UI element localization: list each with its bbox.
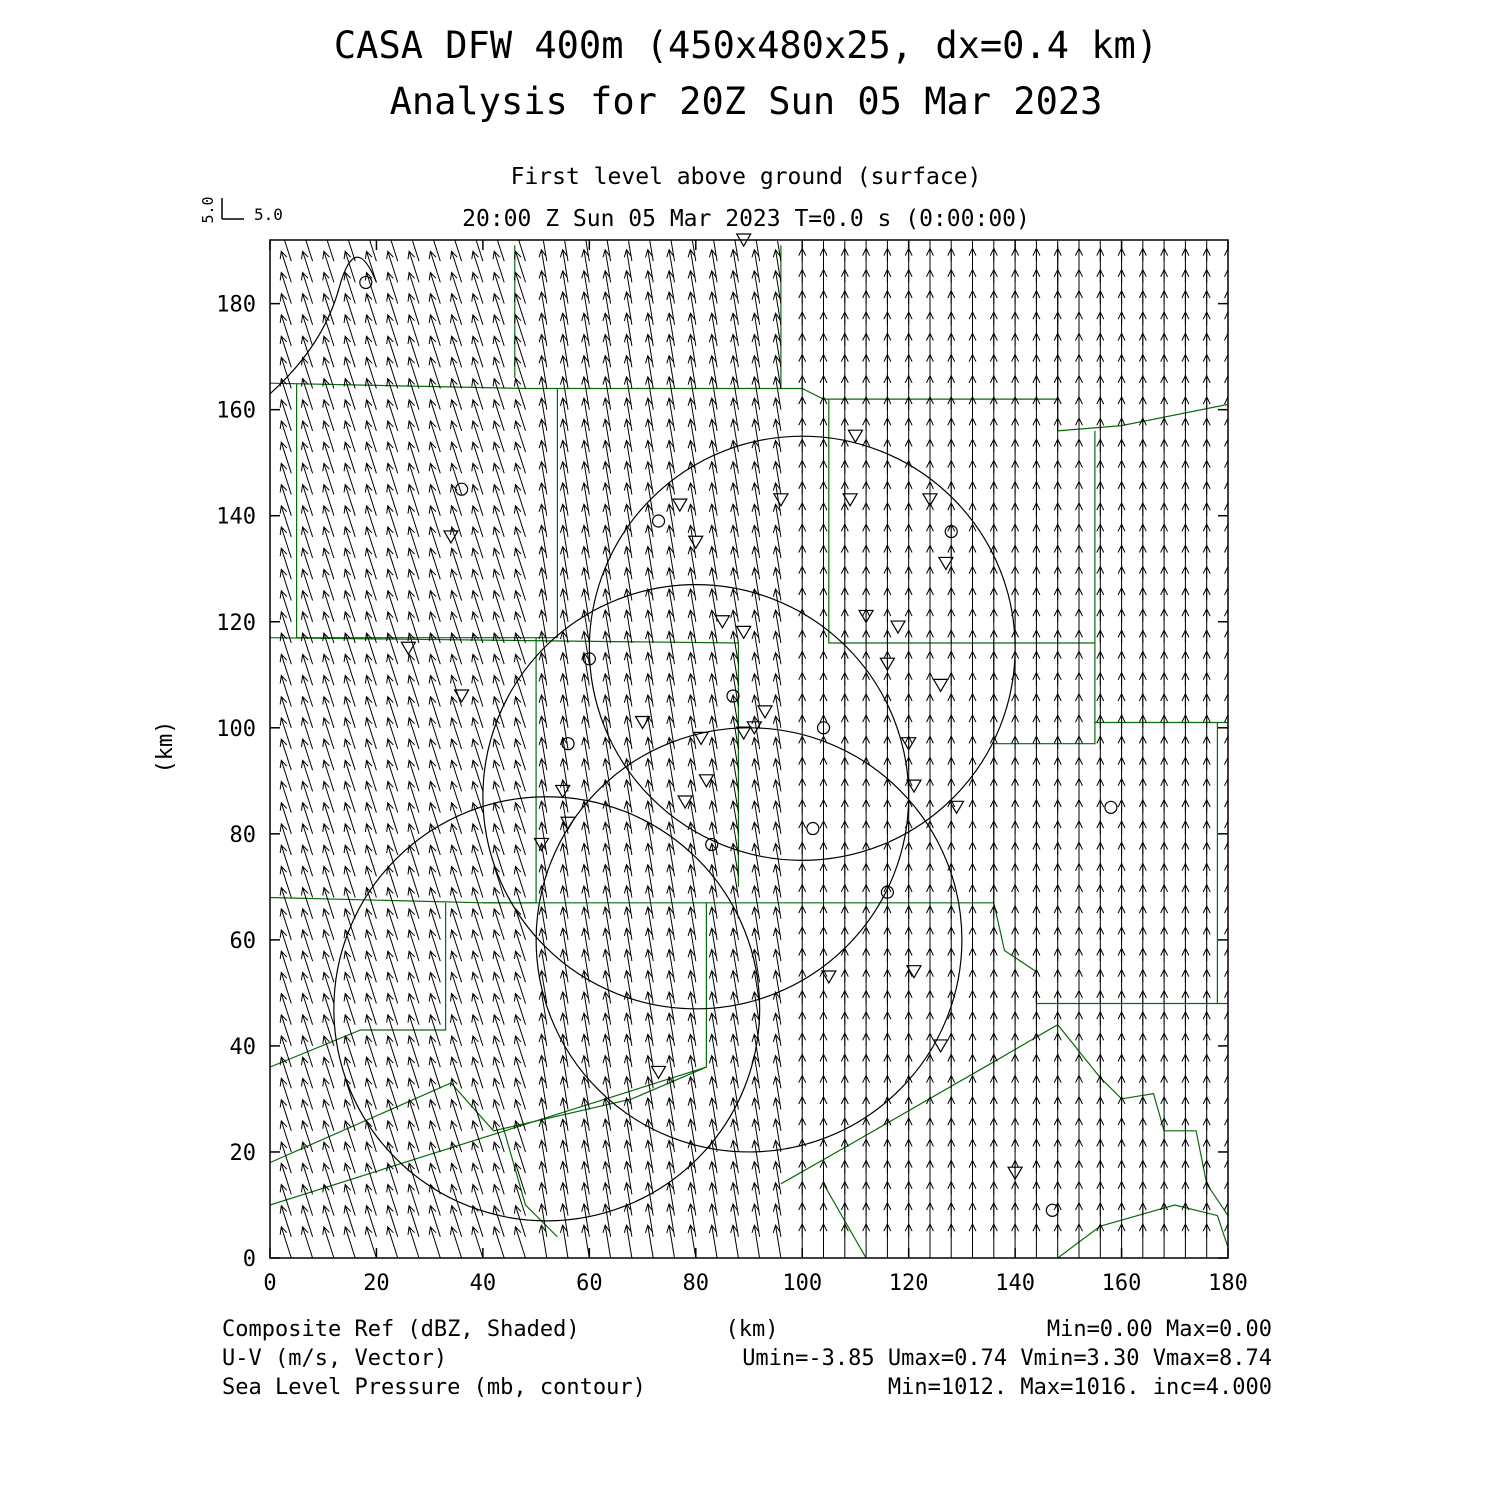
wind-vector bbox=[863, 227, 870, 261]
wind-vector bbox=[259, 273, 270, 304]
wind-vector bbox=[259, 782, 270, 813]
wind-vector bbox=[1225, 206, 1232, 240]
plot-area bbox=[259, 206, 1232, 1258]
field2-stats: Umin=-3.85 Umax=0.74 Vmin=3.30 Vmax=8.74 bbox=[742, 1346, 1272, 1371]
wind-vector bbox=[1054, 227, 1061, 261]
wind-vector bbox=[344, 209, 355, 240]
level-label: First level above ground (surface) bbox=[510, 164, 982, 190]
wind-vector bbox=[1139, 227, 1146, 261]
wind-vector bbox=[259, 591, 270, 622]
wind-vector bbox=[1076, 227, 1083, 261]
wind-vector bbox=[927, 227, 934, 261]
ref-vector-v-label: 5.0 bbox=[199, 196, 217, 224]
county-border-line bbox=[781, 1025, 1228, 1216]
wind-vector bbox=[259, 485, 270, 516]
wind-vector bbox=[603, 229, 611, 262]
wind-vector bbox=[259, 1163, 270, 1194]
wind-vector bbox=[259, 654, 270, 685]
wind-vector bbox=[387, 209, 398, 240]
wind-vector bbox=[259, 463, 270, 494]
wind-vector bbox=[1203, 206, 1210, 240]
county-border-line bbox=[829, 399, 1095, 643]
wind-vector bbox=[259, 866, 270, 897]
county-border-line bbox=[270, 903, 446, 1067]
wind-vector bbox=[884, 227, 891, 261]
wind-vector bbox=[1033, 227, 1040, 261]
wind-vector bbox=[259, 1015, 270, 1046]
wind-vector bbox=[259, 1036, 270, 1067]
wind-vector bbox=[624, 229, 632, 262]
x-tick-label: 0 bbox=[263, 1271, 277, 1296]
x-axis-label: (km) bbox=[725, 1317, 779, 1342]
county-borders bbox=[270, 245, 1228, 1258]
wind-vector bbox=[259, 336, 270, 367]
county-border-line bbox=[270, 1067, 706, 1163]
wind-vector bbox=[1076, 206, 1083, 240]
wind-vector bbox=[259, 1121, 270, 1152]
wind-vector bbox=[451, 209, 462, 240]
wind-vector bbox=[259, 994, 270, 1025]
chart-subtitle: Analysis for 20Z Sun 05 Mar 2023 bbox=[389, 80, 1103, 123]
station-triangle-marker bbox=[401, 642, 415, 654]
wind-vector bbox=[582, 229, 590, 262]
valid-time-label: 20:00 Z Sun 05 Mar 2023 T=0.0 s (0:00:00) bbox=[462, 206, 1030, 232]
station-triangle-marker bbox=[934, 679, 948, 691]
station-triangle-marker bbox=[652, 1066, 666, 1078]
station-triangle-marker bbox=[758, 706, 772, 718]
wind-vector bbox=[302, 209, 313, 240]
slp-contour bbox=[536, 728, 962, 1152]
wind-vector bbox=[259, 442, 270, 473]
wind-vector bbox=[259, 760, 270, 791]
wind-vector bbox=[259, 357, 270, 388]
wind-vector bbox=[259, 294, 270, 325]
county-border-line bbox=[270, 903, 706, 1205]
wind-vector bbox=[841, 227, 848, 261]
wind-vector bbox=[1118, 206, 1125, 240]
wind-vector bbox=[259, 230, 270, 261]
y-tick-label: 60 bbox=[229, 928, 256, 954]
y-tick-label: 20 bbox=[229, 1140, 256, 1166]
county-border-line bbox=[483, 638, 536, 903]
wind-vector bbox=[259, 930, 270, 961]
wind-vector bbox=[259, 1206, 270, 1237]
wind-vector bbox=[259, 972, 270, 1003]
x-tick-label: 100 bbox=[782, 1271, 823, 1296]
wind-vector bbox=[1161, 227, 1168, 261]
wind-vector bbox=[259, 1057, 270, 1088]
wind-vector bbox=[259, 845, 270, 876]
wind-vector bbox=[259, 739, 270, 770]
county-border-line bbox=[994, 903, 1228, 1004]
wind-vector bbox=[259, 803, 270, 834]
x-tick-label: 140 bbox=[995, 1271, 1035, 1296]
field3-stats: Min=1012. Max=1016. inc=4.000 bbox=[887, 1375, 1272, 1400]
wind-vector bbox=[1097, 227, 1104, 261]
field1-label: Composite Ref (dBZ, Shaded) bbox=[222, 1317, 580, 1342]
wind-vector bbox=[259, 421, 270, 452]
wind-vector bbox=[1054, 206, 1061, 240]
y-tick-label: 80 bbox=[229, 822, 256, 848]
station-triangle-marker bbox=[715, 616, 729, 628]
y-tick-label: 100 bbox=[216, 716, 256, 742]
wind-vector bbox=[820, 227, 827, 261]
station-triangle-marker bbox=[891, 621, 905, 633]
reference-vector bbox=[199, 196, 283, 224]
wind-vector bbox=[1139, 206, 1146, 240]
station-triangle-marker bbox=[673, 499, 687, 511]
wind-vector bbox=[259, 527, 270, 558]
y-tick-label: 0 bbox=[242, 1247, 256, 1272]
wind-vector bbox=[259, 1100, 270, 1131]
wind-vector bbox=[259, 888, 270, 919]
x-tick-label: 60 bbox=[576, 1271, 603, 1296]
wind-vector bbox=[969, 227, 976, 261]
wind-vector bbox=[259, 951, 270, 982]
y-axis-label: (km) bbox=[153, 720, 178, 774]
wind-vectors bbox=[259, 206, 1232, 1258]
x-tick-label: 160 bbox=[1101, 1271, 1142, 1296]
wind-vector bbox=[429, 209, 440, 240]
x-tick-label: 80 bbox=[682, 1271, 710, 1296]
wind-vector bbox=[259, 1078, 270, 1109]
wind-vector bbox=[773, 229, 781, 262]
wind-vector bbox=[259, 315, 270, 346]
wind-vector bbox=[259, 1185, 270, 1216]
ref-vector-u-label: 5.0 bbox=[254, 205, 283, 224]
wind-vector bbox=[259, 1142, 270, 1173]
wind-vector bbox=[259, 697, 270, 728]
y-tick-label: 120 bbox=[216, 610, 256, 636]
wind-vector bbox=[1182, 227, 1189, 261]
station-triangle-marker bbox=[737, 626, 751, 638]
slp-contours bbox=[270, 257, 1015, 1221]
field1-stats: Min=0.00 Max=0.00 bbox=[1046, 1317, 1272, 1342]
wind-vector bbox=[259, 506, 270, 537]
wind-vector bbox=[1182, 206, 1189, 240]
county-border-line bbox=[994, 723, 1095, 744]
station-circle-marker bbox=[1105, 801, 1117, 813]
wind-vector bbox=[259, 400, 270, 431]
y-tick-label: 40 bbox=[229, 1034, 256, 1060]
wind-vector bbox=[259, 569, 270, 600]
x-tick-label: 40 bbox=[469, 1271, 497, 1296]
wind-vector bbox=[1161, 206, 1168, 240]
wind-vector bbox=[259, 676, 270, 707]
y-tick-label: 180 bbox=[216, 292, 256, 318]
field2-label: U-V (m/s, Vector) bbox=[222, 1346, 448, 1371]
wind-vector bbox=[259, 379, 270, 410]
station-circle-marker bbox=[653, 515, 665, 527]
wind-vector bbox=[948, 227, 955, 261]
wind-vector bbox=[259, 718, 270, 749]
wind-vector bbox=[259, 251, 270, 282]
axes bbox=[216, 240, 1248, 1296]
station-circle-marker bbox=[1046, 1204, 1058, 1216]
wind-vector bbox=[259, 633, 270, 664]
station-circle-marker bbox=[807, 823, 819, 835]
wind-vector bbox=[259, 909, 270, 940]
wind-vector bbox=[259, 612, 270, 643]
wind-vector bbox=[408, 209, 419, 240]
plot-inner bbox=[259, 206, 1232, 1258]
x-tick-label: 120 bbox=[888, 1271, 929, 1296]
wind-vector bbox=[259, 824, 270, 855]
wind-vector bbox=[1097, 206, 1104, 240]
county-border-line bbox=[270, 383, 1058, 399]
y-tick-label: 140 bbox=[216, 504, 256, 530]
wind-vector bbox=[259, 1227, 270, 1258]
wind-vector bbox=[259, 548, 270, 579]
field3-label: Sea Level Pressure (mb, contour) bbox=[222, 1375, 646, 1400]
wind-vector bbox=[990, 227, 997, 261]
wind-vector bbox=[365, 209, 376, 240]
station-triangle-marker bbox=[848, 430, 862, 442]
x-tick-label: 20 bbox=[363, 1271, 390, 1296]
chart-title: CASA DFW 400m (450x480x25, dx=0.4 km) bbox=[333, 24, 1159, 67]
wind-vector bbox=[1033, 206, 1040, 240]
y-tick-label: 160 bbox=[216, 398, 256, 424]
x-tick-label: 180 bbox=[1208, 1271, 1248, 1296]
wind-vector bbox=[1203, 227, 1210, 261]
station-triangle-marker bbox=[774, 494, 788, 506]
wind-vector bbox=[323, 209, 334, 240]
